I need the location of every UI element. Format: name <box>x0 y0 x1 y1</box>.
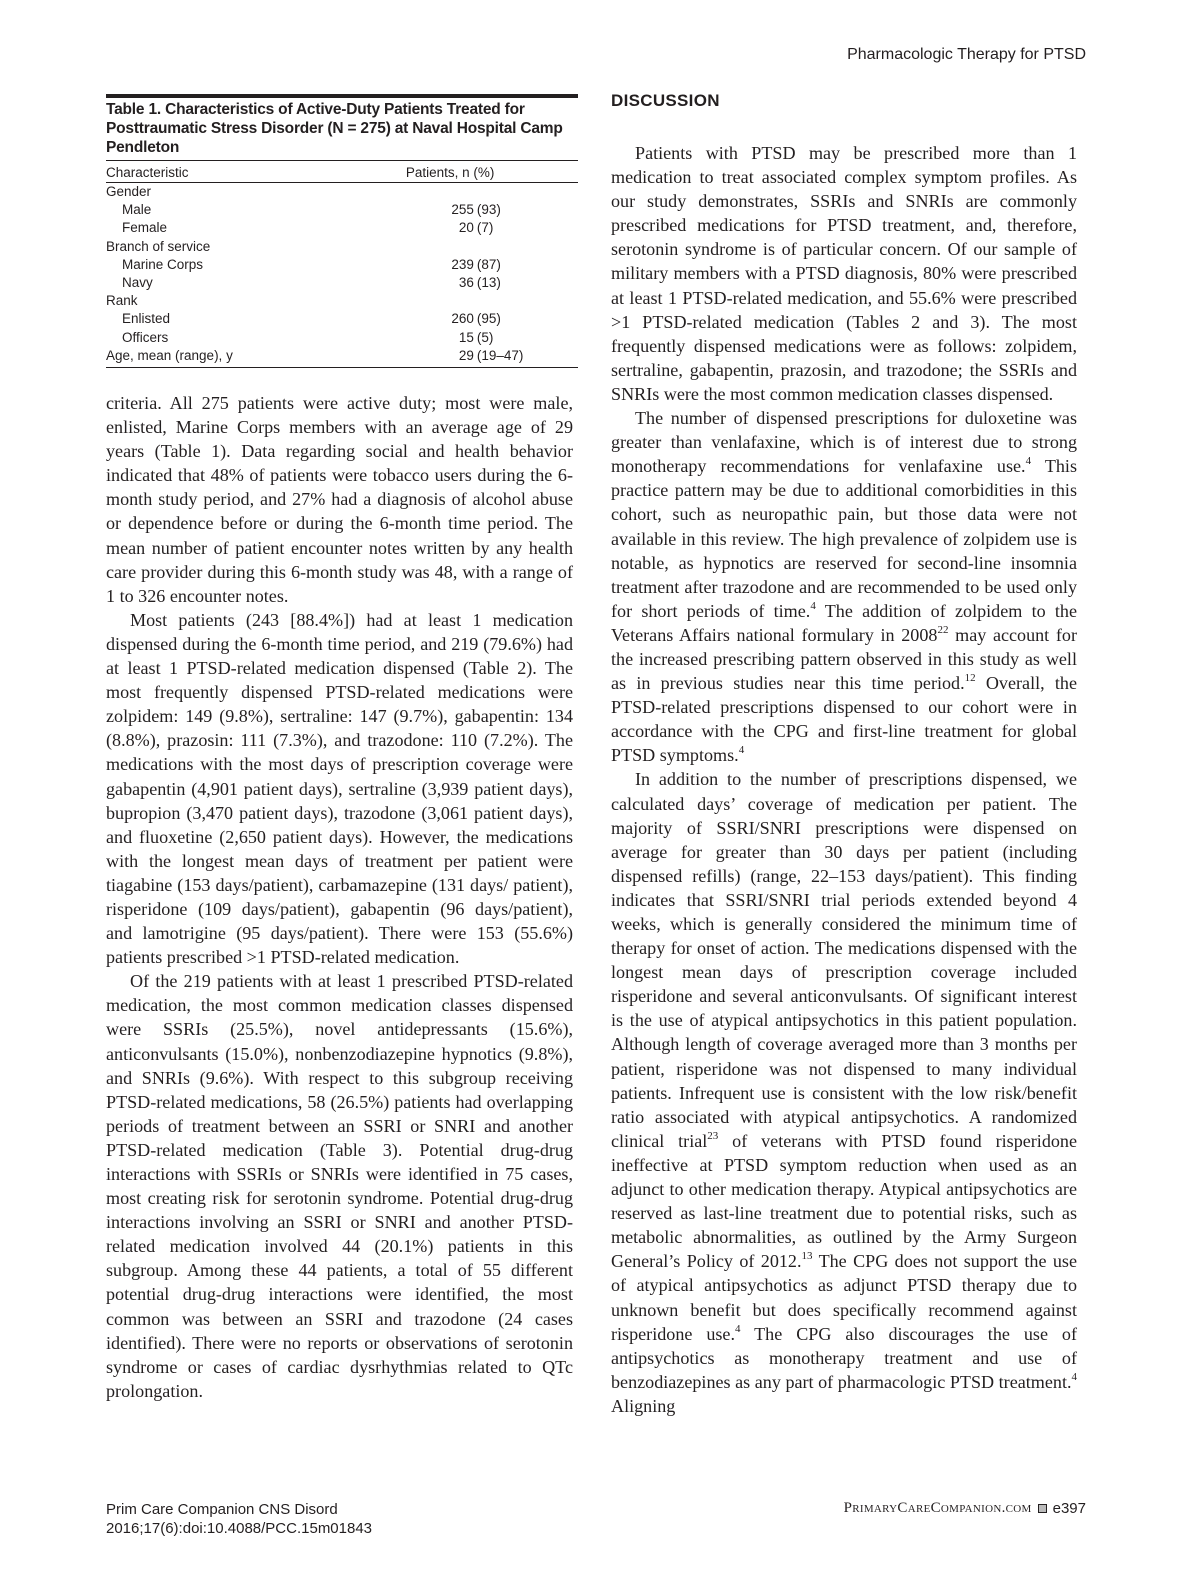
percent-value: (5) <box>476 329 494 345</box>
characteristic-cell: Gender <box>106 184 152 200</box>
patients-cell <box>257 219 578 237</box>
square-bullet-icon <box>1038 1504 1047 1513</box>
count-value: 20 <box>458 220 474 236</box>
count-value: 260 <box>451 311 474 327</box>
results-text <box>106 391 573 1403</box>
discussion-text <box>611 141 1077 1418</box>
running-head: Pharmacologic Therapy for PTSD <box>847 46 1086 63</box>
citation-ref: 12 <box>964 672 976 685</box>
paragraph: Of the 219 patients with at least 1 prescribed PTSD-related medication, the most common medication classes dispensed were SSRIs (25.5%), novel antidepressants (15.6%), anticonvulsants (15.0%), nonbenzodiazepine hypnotics (9.8%), and SNRIs (9.6%). With respect to this subgroup receiving PTSD-related medications, 58 (26.5%) patients had overlapping periods of treatment between an SSRI or SNRI and another PTSD-related medication (Table 3). Potential drug-drug interactions with SSRIs or SNRIs were identified in 75 cases, most creating risk for serotonin syndrome. Potential drug-drug interactions involving an SSRI or SNRI and another PTSD-related medication involved 44 (20.1%) patients in this subgroup. Among these 44 patients, a total of 55 different potential drug-drug interactions were identified, the most common was between an SSRI and trazodone (24 cases identified). There were no reports or observations of serotonin syndrome or cases of cardiac dysrhythmias related to QTc prolongation. <box>106 971 573 1401</box>
patients-cell <box>257 201 578 219</box>
percent-value: (19–47) <box>476 347 524 363</box>
paragraph: The number of dispensed prescriptions for duloxetine was greater than venlafaxine, which is of interest due to strong monotherapy recommendations for venlafaxine use.$^4$ This practice pattern may be due to additional comorbidities in this cohort, such as neuropathic pain, but those data were not available in this review. The high prevalence of zolpidem use is notable, as hypnotics are reserved for second-line insomnia treatment after trazodone and are recommended to be used only for short periods of time.$^4$ The addition of zolpidem to the Veterans Affairs national formulary in 2008$^{22}$ may account for the increased prescribing pattern observed in this study as well as in previous studies near this time period.$^{12}$ Overall, the PTSD-related prescriptions dispensed to our cohort were in accordance with the CPG and first-line treatment for global PTSD symptoms.$^4$ <box>611 408 1077 766</box>
table-row <box>106 292 578 310</box>
count-value: 36 <box>458 275 474 291</box>
column-header-patients: Patients, n (%) <box>257 161 578 183</box>
characteristic-cell: Officers <box>122 329 169 345</box>
patients-cell <box>257 274 578 292</box>
patients-cell <box>257 292 578 310</box>
citation-ref: 23 <box>707 1129 719 1142</box>
column-header-characteristic: Characteristic <box>106 161 257 183</box>
characteristic-cell: Rank <box>106 293 138 309</box>
table-row <box>106 183 578 202</box>
doi-citation: 2016;17(6):doi:10.4088/PCC.15m01843 <box>106 1520 373 1537</box>
footer-page <box>844 1500 1086 1517</box>
percent-value: (87) <box>476 256 501 272</box>
percent-value: (95) <box>476 311 501 327</box>
section-heading-discussion: DISCUSSION <box>611 91 720 110</box>
citation-ref: 4 <box>735 1322 741 1335</box>
table-row <box>106 238 578 256</box>
characteristic-cell: Enlisted <box>122 311 171 327</box>
percent-value: (7) <box>476 220 494 236</box>
table-row <box>106 347 578 368</box>
table-row <box>106 256 578 274</box>
table-title: Table 1. Characteristics of Active-Duty Patients Treated for Posttraumatic Stress Disorder (N = 275) at Naval Hospital Camp Pendleton <box>106 101 563 156</box>
patients-cell <box>257 238 578 256</box>
table-row <box>106 219 578 237</box>
table-row <box>106 329 578 347</box>
count-value: 239 <box>451 256 474 272</box>
page-number: e397 <box>1052 1500 1086 1517</box>
characteristic-cell: Branch of service <box>106 238 211 254</box>
patients-cell <box>257 347 578 368</box>
patients-cell <box>257 256 578 274</box>
footer-citation <box>106 1500 372 1538</box>
citation-ref: 13 <box>801 1250 813 1263</box>
percent-value: (93) <box>476 202 501 218</box>
count-value: 15 <box>458 329 474 345</box>
percent-value: (13) <box>476 275 501 291</box>
citation-ref: 4 <box>1071 1370 1077 1383</box>
citation-ref: 4 <box>1025 455 1032 468</box>
characteristics-table <box>106 160 578 368</box>
characteristic-cell: Age, mean (range), y <box>106 347 257 368</box>
paragraph: In addition to the number of prescriptions dispensed, we calculated days’ coverage of medication per patient. The majority of SSRI/SNRI prescriptions were dispensed on average for greater than 30 days per patient (including dispensed refills) (range, 22–153 days/patient). This finding indicates that SSRI/SNRI trial periods extended beyond 4 weeks, which is generally considered the minimum time of therapy for onset of action. The medications dispensed with the longest mean days of prescription coverage included risperidone and several anticonvulsants. Of significant interest is the use of atypical antipsychotics in this patient population. Although length of coverage averaged more than 3 months per patient, risperidone was not dispensed to many individual patients. Infrequent use is consistent with the low risk/benefit ratio associated with atypical antipsychotics. A randomized clinical trial$^{23}$ of veterans with PTSD found risperidone ineffective at PTSD symptom reduction when used as an adjunct to other medication therapy. Atypical antipsychotics are reserved as last-line treatment due to potential risks, such as metabolic abnormalities, as outlined by the Army Surgeon General’s Policy of 2012.13 The CPG does not support the use of atypical antipsychotics as adjunct PTSD therapy due to unknown benefit but does specifically recommend against risperidone use.$^4$ The CPG also discourages the use of antipsychotics as monotherapy treatment and use of benzodiazepines as any part of pharmacologic PTSD treatment.$^4$ Aligning <box>611 769 1078 1416</box>
citation-ref: 4 <box>810 599 816 612</box>
table-row <box>106 310 578 328</box>
table-row <box>106 274 578 292</box>
citation-ref: 22 <box>937 623 949 636</box>
paragraph: Patients with PTSD may be prescribed more than 1 medication to treat associated complex symptom profiles. As our study demonstrates, SSRIs and SNRIs are commonly prescribed medications for PTSD treatment, and, therefore, serotonin syndrome is of particular concern. Of our sample of military members with a PTSD diagnosis, 80% were prescribed at least 1 PTSD-related medication, and 55.6% were prescribed >1 PTSD-related medication (Tables 2 and 3). The most frequently dispensed medications were as follows: zolpidem, sertraline, gabapentin, prazosin, and trazodone; the SSRIs and SNRIs were the most common medication classes dispensed. <box>611 143 1077 404</box>
journal-name: Prim Care Companion CNS Disord <box>106 1501 338 1518</box>
citation-ref: 4 <box>738 744 745 757</box>
patients-cell <box>257 310 578 328</box>
count-value: 255 <box>451 202 474 218</box>
characteristic-cell: Navy <box>122 275 153 291</box>
characteristic-cell: Male <box>122 202 152 218</box>
table-row <box>106 201 578 219</box>
characteristic-cell: Marine Corps <box>122 256 204 272</box>
characteristic-cell: Female <box>122 220 168 236</box>
patients-cell <box>257 329 578 347</box>
count-value: 29 <box>458 347 474 363</box>
paragraph: criteria. All 275 patients were active duty; most were male, enlisted, Marine Corps members with an average age of 29 years (Table 1). Data regarding social and health behavior indicated that 48% of patients were tobacco users during the 6-month study period, and 27% had a diagnosis of alcohol abuse or dependence before or during the 6-month time period. The mean number of patient encounter notes written by any health care provider during this 6-month study was 48, with a range of 1 to 326 encounter notes. <box>106 393 573 606</box>
table-1 <box>106 94 578 368</box>
patients-cell <box>257 183 578 202</box>
site-link[interactable]: PrimaryCareCompanion.com <box>843 1500 1032 1516</box>
paragraph: Most patients (243 [88.4%]) had at least 1 medication dispensed during the 6-month time period, and 219 (79.6%) had at least 1 PTSD-related medication dispensed (Table 2). The most frequently dispensed PTSD-related medications were zolpidem: 149 (9.8%), sertraline: 147 (9.7%), gabapentin: 134 (8.8%), prazosin: 111 (7.3%), and trazodone: 110 (7.2%). The medications with the most days of prescription coverage were gabapentin (4,901 patient days), sertraline (3,939 patient days), bupropion (3,470 patient days), trazodone (3,061 patient days), and fluoxetine (2,650 patient days). However, the medications with the longest mean days of treatment per patient were tiagabine (153 days/patient), carbamazepine (131 days/ patient), risperidone (109 days/patient), gabapentin (96 days/patient), and lamotrigine (95 days/patient). There were 153 (55.6%) patients prescribed >1 PTSD-related medication. <box>106 609 573 968</box>
